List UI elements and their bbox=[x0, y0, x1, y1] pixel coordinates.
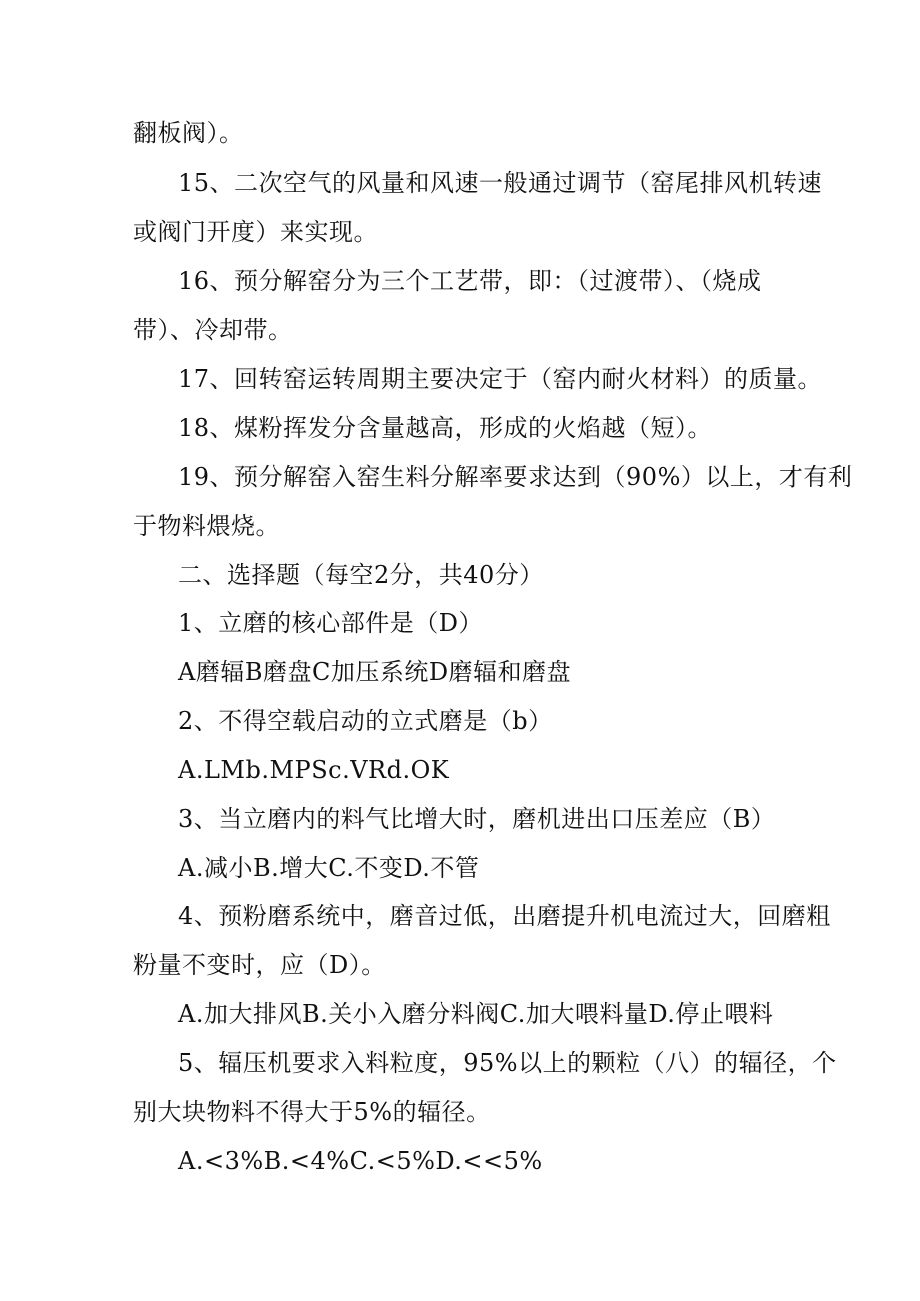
choice-question-4-line-2: 粉量不变时，应（D）。 bbox=[133, 951, 386, 979]
choice-options-1: A磨辐B磨盘C加压系统D磨辐和磨盘 bbox=[178, 658, 572, 686]
choice-options-3: A.减小B.增大C.不变D.不管 bbox=[178, 854, 480, 882]
question-17: 17、回转窑运转周期主要决定于（窑内耐火材料）的质量。 bbox=[178, 365, 823, 393]
section-heading-choice: 二、选择题（每空2分，共40分） bbox=[178, 561, 544, 589]
choice-question-2: 2、不得空载启动的立式磨是（b） bbox=[178, 707, 553, 735]
choice-options-4: A.加大排风B.关小入磨分料阀C.加大喂料量D.停止喂料 bbox=[178, 1000, 774, 1028]
question-18: 18、煤粉挥发分含量越高，形成的火焰越（短）。 bbox=[178, 414, 713, 442]
question-16-line-2: 带）、冷却带。 bbox=[133, 316, 293, 344]
question-19-line-2: 于物料煨烧。 bbox=[133, 512, 280, 540]
choice-question-4-line-1: 4、预粉磨系统中，磨音过低，出磨提升机电流过大，回磨粗 bbox=[178, 902, 831, 930]
question-15-line-1: 15、二次空气的风量和风速一般通过调节（窑尾排风机转速 bbox=[178, 169, 823, 197]
choice-question-5-line-1: 5、辐压机要求入料粒度，95%以上的颗粒（八）的辐径，个 bbox=[178, 1049, 837, 1077]
choice-question-1: 1、立磨的核心部件是（D） bbox=[178, 609, 484, 637]
question-15-line-2: 或阀门开度）来实现。 bbox=[133, 218, 378, 246]
choice-question-5-line-2: 别大块物料不得大于5%的辐径。 bbox=[133, 1098, 491, 1126]
text-line-1: 翻板阀）。 bbox=[133, 119, 244, 147]
question-16-line-1: 16、预分解窑分为三个工艺带，即：（过渡带）、（烧成 bbox=[178, 267, 762, 295]
choice-options-2: A.LMb.MPSc.VRd.OK bbox=[178, 756, 450, 784]
choice-options-5: A.<3%B.<4%C.<5%D.<<5% bbox=[178, 1147, 543, 1175]
question-19-line-1: 19、预分解窑入窑生料分解率要求达到（90%）以上，才有利 bbox=[178, 463, 853, 491]
choice-question-3: 3、当立磨内的料气比增大时，磨机进出口压差应（B） bbox=[178, 805, 776, 833]
